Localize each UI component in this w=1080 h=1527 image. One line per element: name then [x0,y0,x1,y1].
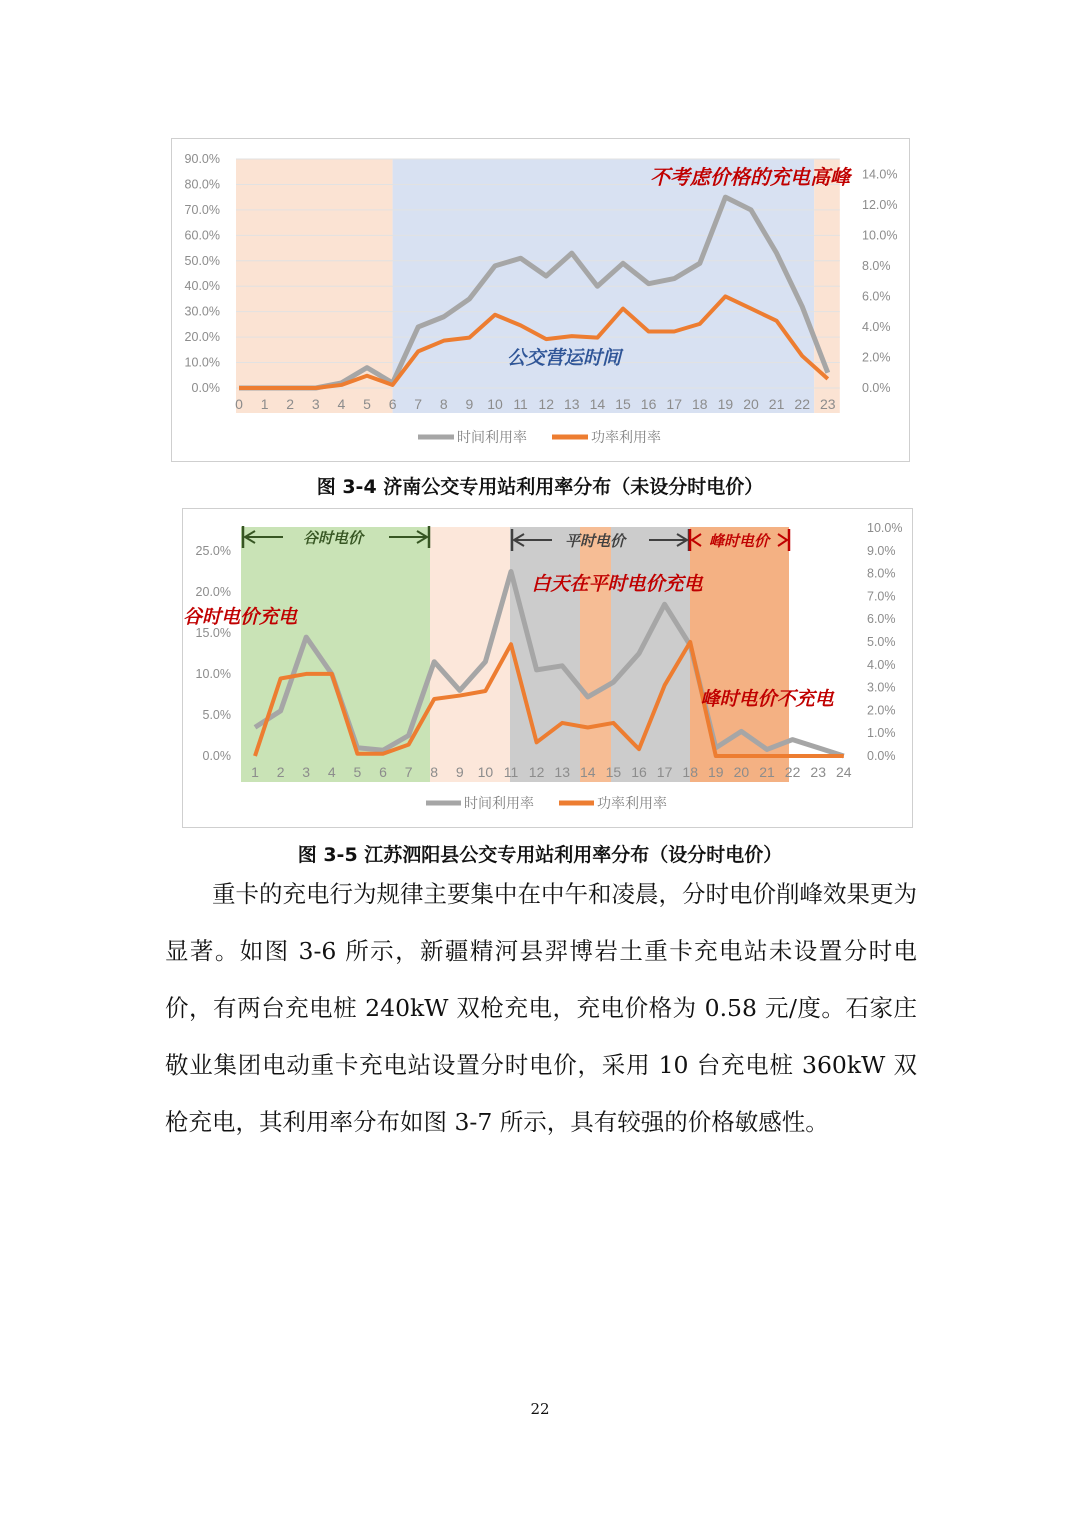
legend-time-util-label: 时间利用率 [457,429,527,445]
legend-power-util-label: 功率利用率 [591,429,661,445]
legend-power-util-label: 功率利用率 [597,795,667,811]
band-peak-price [690,527,789,782]
flat-bracket-label: 平时电价 [564,532,626,550]
x-tick-label: 0 [235,396,243,412]
y-right-tick-label: 4.0% [867,657,896,672]
annotation-peak-no-charge: 峰时电价不充电 [700,688,834,710]
x-tick-label: 19 [717,396,734,412]
x-tick-label: 20 [733,764,750,780]
x-tick-label: 4 [327,764,336,780]
x-tick-label: 5 [363,396,371,412]
band-valley-price [241,527,430,782]
x-tick-label: 20 [743,396,759,412]
figure-3-5-chart [182,508,913,828]
x-tick-label: 8 [439,396,448,412]
x-tick-label: 21 [768,396,785,412]
x-tick-label: 11 [513,396,528,412]
y-left-tick-label: 90.0% [184,152,220,166]
x-tick-label: 1 [251,764,259,780]
legend-time-util-label: 时间利用率 [464,795,534,811]
x-tick-label: 16 [640,396,657,412]
y-right-tick-label: 6.0% [867,612,896,627]
figure-3-5-svg [183,509,912,827]
x-tick-label: 23 [810,764,826,780]
x-tick-label: 2 [276,764,285,780]
x-tick-label: 14 [589,396,606,412]
x-tick-label: 7 [404,764,413,780]
y-right-tick-label: 9.0% [867,543,896,558]
y-left-tick-label: 80.0% [184,177,220,192]
x-tick-label: 13 [564,396,580,412]
y-left-tick-label: 10.0% [184,355,220,370]
y-right-tick-label: 7.0% [867,589,896,604]
band-flat-price-1 [510,527,580,782]
y-right-tick-label: 10.0% [862,228,898,243]
x-tick-label: 9 [455,764,464,780]
x-tick-label: 12 [528,764,545,780]
x-tick-label: 3 [311,396,320,412]
y-right-tick-label: 6.0% [862,289,891,304]
y-left-tick-label: 10.0% [195,667,231,681]
y-right-tick-label: 3.0% [867,680,896,695]
y-left-tick-label: 30.0% [184,304,220,319]
y-right-tick-label: 12.0% [862,197,898,212]
x-tick-label: 8 [430,764,439,780]
y-left-tick-label: 0.0% [202,749,231,763]
y-right-tick-label: 5.0% [867,635,896,649]
x-tick-label: 21 [759,764,775,780]
x-tick-label: 22 [784,764,801,780]
y-right-tick-label: 10.0% [867,521,903,535]
y-right-tick-label: 2.0% [867,703,896,718]
x-tick-label: 18 [682,764,698,780]
x-tick-label: 10 [487,396,503,412]
figure-3-5-caption: 图 3-5 江苏泗阳县公交专用站利用率分布（设分时电价） [297,844,783,866]
x-tick-label: 9 [465,396,474,412]
annotation-valley-charge: 谷时电价充电 [183,606,298,628]
y-right-tick-label: 2.0% [862,350,891,365]
band-flat-price-2 [611,527,690,782]
y-right-tick-label: 8.0% [862,258,891,273]
x-tick-label: 17 [666,396,682,412]
y-left-tick-label: 70.0% [184,202,220,217]
x-tick-label: 5 [353,764,362,780]
x-tick-label: 12 [538,396,554,412]
x-tick-label: 24 [836,764,852,780]
x-tick-label: 4 [337,396,346,412]
y-left-tick-label: 60.0% [184,228,220,243]
annotation-flat-charge: 白天在平时电价充电 [531,573,703,595]
band-transition-1 [430,527,510,782]
x-tick-label: 14 [580,764,596,780]
x-tick-label: 11 [503,764,519,780]
y-left-tick-label: 5.0% [202,708,231,722]
valley-bracket-label: 谷时电价 [302,529,364,547]
band-transition-2 [580,527,611,782]
y-right-tick-label: 0.0% [867,749,896,763]
x-tick-label: 6 [379,764,387,780]
x-tick-label: 13 [554,764,570,780]
body-paragraph: 重卡的充电行为规律主要集中在中午和凌晨，分时电价削峰效果更为显著。如图 3-6 所示，新疆精河县羿博岩土重卡充电站未设置分时电价，有两台充电桩 240kW 双枪充电，充电价格为 0.58 元/度。石家庄敬业集团电动重卡充电站设置分时电价，采用 10 台充电桩 360kW 双枪充电，其利用率分布如图 3-7 所示，具有较强的价格敏感性。 [165,880,917,1136]
y-right-tick-label: 14.0% [862,167,898,182]
y-left-tick-label: 20.0% [184,330,220,345]
x-tick-label: 3 [302,764,311,780]
x-tick-label: 10 [477,764,494,780]
x-tick-label: 1 [260,396,269,412]
y-left-tick-label: 50.0% [184,253,220,268]
y-left-tick-label: 0.0% [191,381,220,395]
annotation-peak: 不考虑价格的充电高峰 [650,165,850,189]
y-left-tick-label: 40.0% [184,279,220,294]
figure-3-4-chart [171,138,910,462]
x-tick-label: 2 [286,396,295,412]
x-tick-label: 18 [692,396,708,412]
y-left-tick-label: 15.0% [195,626,231,640]
page-number: 22 [530,1400,550,1418]
figure-3-4-svg [172,139,909,461]
x-tick-label: 17 [656,764,673,780]
peak-bracket-label: 峰时电价 [708,532,770,550]
x-tick-label: 16 [631,764,647,780]
y-right-tick-label: 1.0% [867,726,896,741]
x-tick-label: 19 [708,764,724,780]
x-tick-label: 23 [820,396,836,412]
y-left-tick-label: 20.0% [195,585,231,599]
annotation-operation: 公交营运时间 [506,347,622,369]
y-right-tick-label: 4.0% [862,319,891,334]
x-tick-label: 15 [615,396,631,412]
x-tick-label: 6 [388,396,397,412]
x-tick-label: 15 [605,764,622,780]
y-left-tick-label: 25.0% [195,544,231,558]
x-tick-label: 22 [794,396,810,412]
y-right-tick-label: 8.0% [867,566,896,581]
x-tick-label: 7 [414,396,423,412]
figure-3-4-caption: 图 3-4 济南公交专用站利用率分布（未设分时电价） [316,476,764,498]
y-right-tick-label: 0.0% [862,381,891,395]
